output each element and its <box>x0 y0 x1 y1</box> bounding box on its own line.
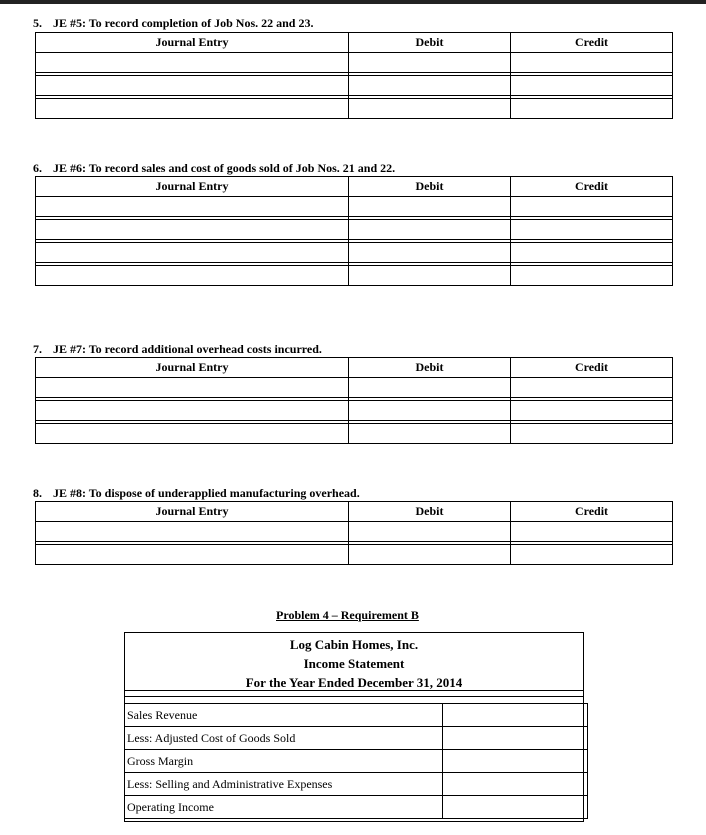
gross-margin-label: Gross Margin <box>125 750 443 773</box>
credit-cell[interactable] <box>511 197 673 217</box>
operating-income-value[interactable] <box>443 796 588 819</box>
je7-title: JE #7: To record additional overhead costs incurred. <box>53 342 322 356</box>
je7-heading <box>33 342 322 357</box>
entry-cell[interactable] <box>36 76 349 96</box>
entry-row <box>36 522 673 542</box>
entry-cell[interactable] <box>36 243 349 263</box>
je5-heading <box>33 16 313 31</box>
debit-cell[interactable] <box>349 378 511 398</box>
je7-table <box>35 357 673 444</box>
je8-heading <box>33 486 360 501</box>
debit-header: Debit <box>349 177 511 197</box>
journal-entry-header: Journal Entry <box>36 177 349 197</box>
je5-title: JE #5: To record completion of Job Nos. 22 and 23. <box>53 16 314 30</box>
entry-cell[interactable] <box>36 522 349 542</box>
je6-number: 6. <box>33 161 42 175</box>
company-name: Log Cabin Homes, Inc. <box>289 637 419 652</box>
je6-table <box>35 176 673 286</box>
entry-cell[interactable] <box>36 401 349 421</box>
credit-cell[interactable] <box>511 424 673 444</box>
credit-cell[interactable] <box>511 76 673 96</box>
credit-cell[interactable] <box>511 266 673 286</box>
top-border <box>0 0 706 4</box>
operating-income-label: Operating Income <box>125 796 443 819</box>
statement-row <box>125 773 588 796</box>
selling-admin-value[interactable] <box>443 773 588 796</box>
income-statement-table <box>124 703 588 819</box>
je5-table <box>35 32 673 119</box>
entry-cell[interactable] <box>36 99 349 119</box>
je8-number: 8. <box>33 486 42 500</box>
header-row <box>36 358 673 378</box>
statement-row <box>125 704 588 727</box>
selling-admin-label: Less: Selling and Administrative Expenses <box>125 773 443 796</box>
je8-title: JE #8: To dispose of underapplied manufacturing overhead. <box>53 486 360 500</box>
entry-cell[interactable] <box>36 197 349 217</box>
debit-header: Debit <box>349 358 511 378</box>
debit-cell[interactable] <box>349 99 511 119</box>
debit-header: Debit <box>349 33 511 53</box>
problem-title: Problem 4 – Requirement B <box>276 608 419 622</box>
entry-cell[interactable] <box>36 220 349 240</box>
entry-cell[interactable] <box>36 53 349 73</box>
credit-cell[interactable] <box>511 220 673 240</box>
debit-header: Debit <box>349 502 511 522</box>
credit-header: Credit <box>511 33 673 53</box>
adjusted-cogs-label: Less: Adjusted Cost of Goods Sold <box>125 727 443 750</box>
entry-cell[interactable] <box>36 378 349 398</box>
statement-row <box>125 727 588 750</box>
je6-heading <box>33 161 395 176</box>
entry-row <box>36 401 673 421</box>
debit-cell[interactable] <box>349 220 511 240</box>
entry-row <box>36 545 673 565</box>
credit-cell[interactable] <box>511 401 673 421</box>
statement-period: For the Year Ended December 31, 2014 <box>245 675 463 690</box>
credit-header: Credit <box>511 177 673 197</box>
entry-cell[interactable] <box>36 545 349 565</box>
debit-cell[interactable] <box>349 424 511 444</box>
adjusted-cogs-value[interactable] <box>443 727 588 750</box>
credit-cell[interactable] <box>511 243 673 263</box>
entry-cell[interactable] <box>36 266 349 286</box>
debit-cell[interactable] <box>349 76 511 96</box>
sales-revenue-label: Sales Revenue <box>125 704 443 727</box>
debit-cell[interactable] <box>349 401 511 421</box>
income-statement <box>124 632 584 822</box>
je7-number: 7. <box>33 342 42 356</box>
sales-revenue-value[interactable] <box>443 704 588 727</box>
statement-row <box>125 796 588 819</box>
header-row <box>36 502 673 522</box>
credit-cell[interactable] <box>511 53 673 73</box>
je5-number: 5. <box>33 16 42 30</box>
entry-row <box>36 197 673 217</box>
header-row <box>36 177 673 197</box>
debit-cell[interactable] <box>349 545 511 565</box>
entry-row <box>36 53 673 73</box>
journal-entry-header: Journal Entry <box>36 33 349 53</box>
credit-cell[interactable] <box>511 99 673 119</box>
entry-row <box>36 424 673 444</box>
credit-cell[interactable] <box>511 522 673 542</box>
journal-entry-header: Journal Entry <box>36 502 349 522</box>
gross-margin-value[interactable] <box>443 750 588 773</box>
credit-cell[interactable] <box>511 378 673 398</box>
debit-cell[interactable] <box>349 197 511 217</box>
je8-table <box>35 501 673 565</box>
entry-cell[interactable] <box>36 424 349 444</box>
credit-header: Credit <box>511 502 673 522</box>
entry-row <box>36 243 673 263</box>
heading-rule <box>125 690 583 691</box>
entry-row <box>36 99 673 119</box>
debit-cell[interactable] <box>349 266 511 286</box>
entry-row <box>36 378 673 398</box>
debit-cell[interactable] <box>349 53 511 73</box>
heading-rule <box>125 696 583 697</box>
je6-title: JE #6: To record sales and cost of goods sold of Job Nos. 21 and 22. <box>53 161 396 175</box>
statement-name: Income Statement <box>303 656 405 671</box>
income-statement-heading <box>125 635 583 692</box>
debit-cell[interactable] <box>349 522 511 542</box>
debit-cell[interactable] <box>349 243 511 263</box>
entry-row <box>36 76 673 96</box>
entry-row <box>36 220 673 240</box>
journal-entry-header: Journal Entry <box>36 358 349 378</box>
statement-row <box>125 750 588 773</box>
entry-row <box>36 266 673 286</box>
credit-header: Credit <box>511 358 673 378</box>
header-row <box>36 33 673 53</box>
credit-cell[interactable] <box>511 545 673 565</box>
